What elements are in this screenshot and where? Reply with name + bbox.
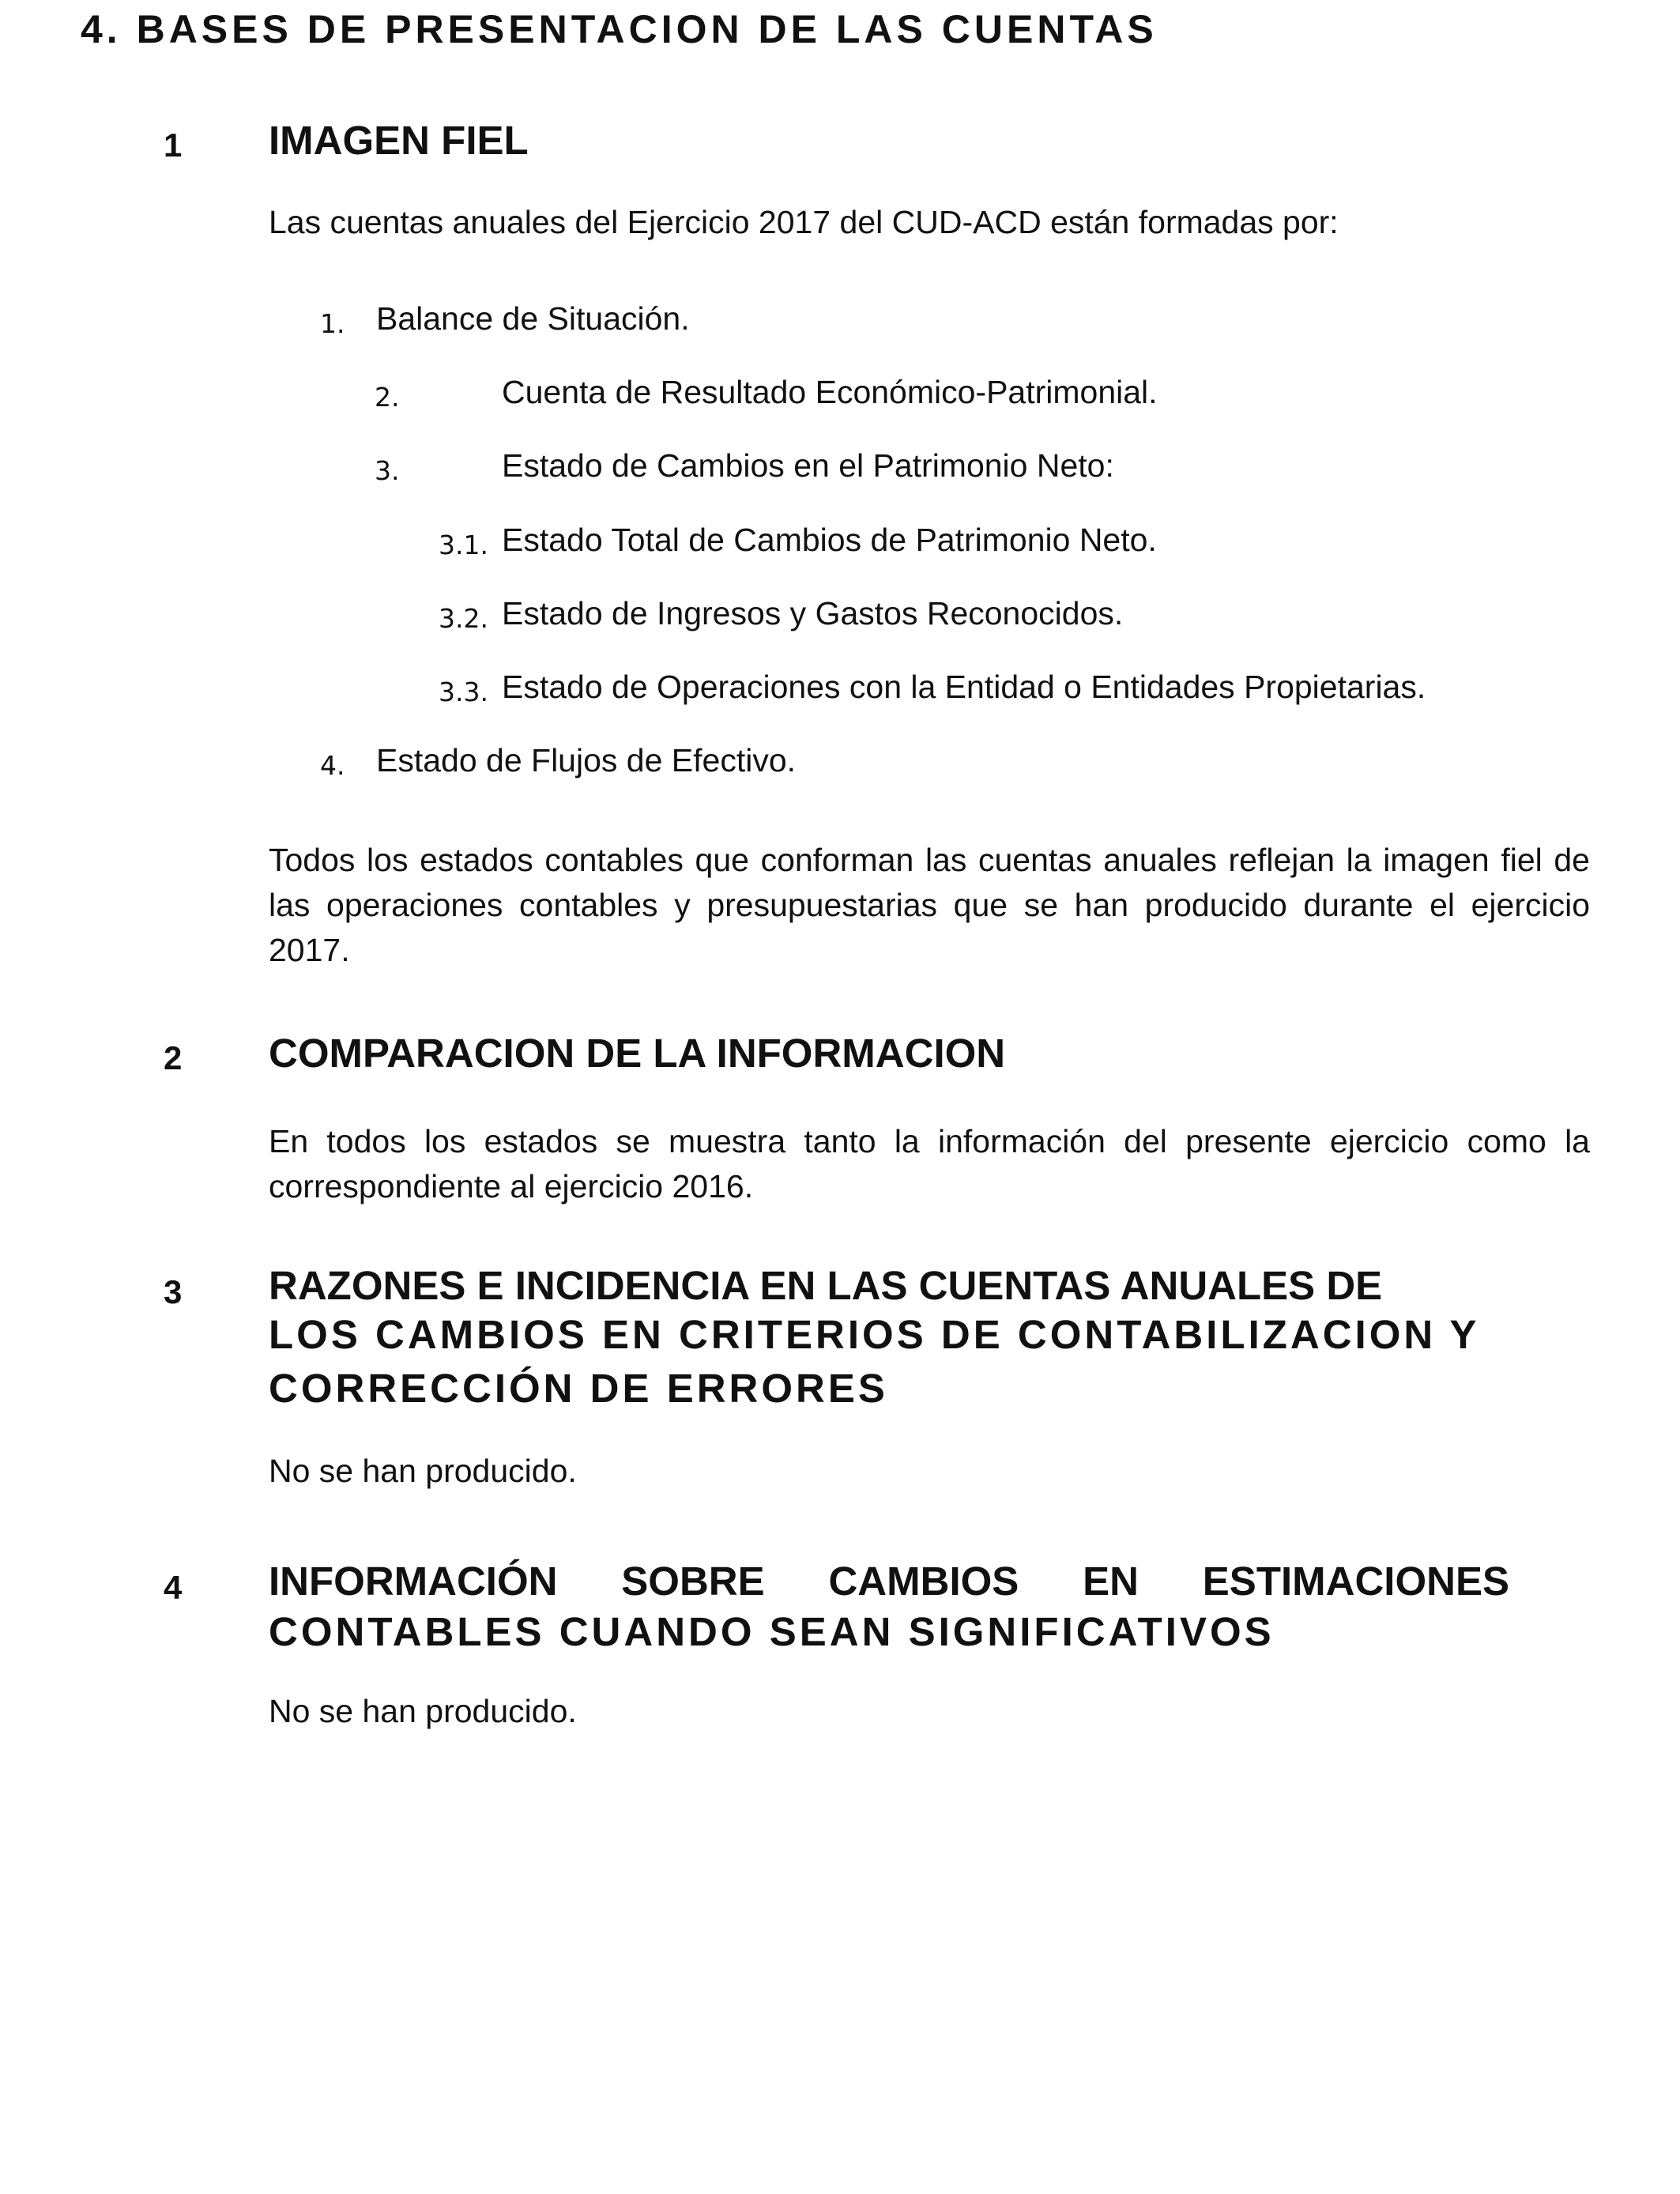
- section-title-line: INFORMACIÓN SOBRE CAMBIOS EN ESTIMACIONES: [269, 1559, 1509, 1604]
- list-item-number: 1.: [320, 308, 345, 339]
- section-number: 1: [164, 126, 183, 164]
- section-number: 4: [164, 1569, 183, 1606]
- section-number: 2: [164, 1039, 183, 1076]
- list-item-text: Estado de Operaciones con la Entidad o Entidades Propietarias.: [502, 669, 1426, 705]
- section-title: IMAGEN FIEL: [269, 118, 529, 163]
- section-title-line: RAZONES E INCIDENCIA EN LAS CUENTAS ANUALES DE: [269, 1263, 1383, 1308]
- section-body: Todos los estados contables que conforman las cuentas anuales reflejan la imagen fiel de las operaciones contables y presupuestarias que se han producido durante el ejercicio 2017.: [269, 842, 1590, 968]
- section-title-line: CORRECCIÓN DE ERRORES: [269, 1366, 888, 1411]
- section-title: COMPARACION DE LA INFORMACION: [269, 1031, 1006, 1076]
- list-item-text: Estado de Ingresos y Gastos Reconocidos.: [502, 595, 1124, 631]
- list-item-number: 4.: [320, 750, 345, 781]
- list-item-text: Estado de Flujos de Efectivo.: [376, 742, 797, 778]
- list-item-number: 3.3.: [439, 677, 488, 707]
- list-item-number: 3.1.: [439, 530, 488, 560]
- list-item-text: Balance de Situación.: [376, 300, 690, 337]
- section-body: En todos los estados se muestra tanto la información del presente ejercicio como la correspondiente al ejercicio 2016.: [269, 1123, 1590, 1204]
- list-item-text: Estado de Cambios en el Patrimonio Neto:: [502, 447, 1114, 484]
- section-intro: Las cuentas anuales del Ejercicio 2017 del CUD-ACD están formadas por:: [269, 204, 1339, 240]
- list-item-text: Cuenta de Resultado Económico-Patrimonial.: [502, 374, 1158, 410]
- list-item-number: 3.2.: [439, 603, 488, 634]
- list-item-number: 3.: [375, 455, 400, 486]
- page-title: 4. BASES DE PRESENTACION DE LAS CUENTAS: [81, 7, 1158, 51]
- section-number: 3: [164, 1273, 183, 1310]
- section-title-line: CONTABLES CUANDO SEAN SIGNIFICATIVOS: [269, 1609, 1275, 1654]
- section-body: No se han producido.: [269, 1693, 577, 1729]
- list-item-number: 2.: [375, 382, 400, 413]
- list-item-text: Estado Total de Cambios de Patrimonio Neto.: [502, 522, 1157, 558]
- section-title-line: LOS CAMBIOS EN CRITERIOS DE CONTABILIZACION Y: [269, 1312, 1480, 1357]
- section-body: No se han producido.: [269, 1453, 577, 1489]
